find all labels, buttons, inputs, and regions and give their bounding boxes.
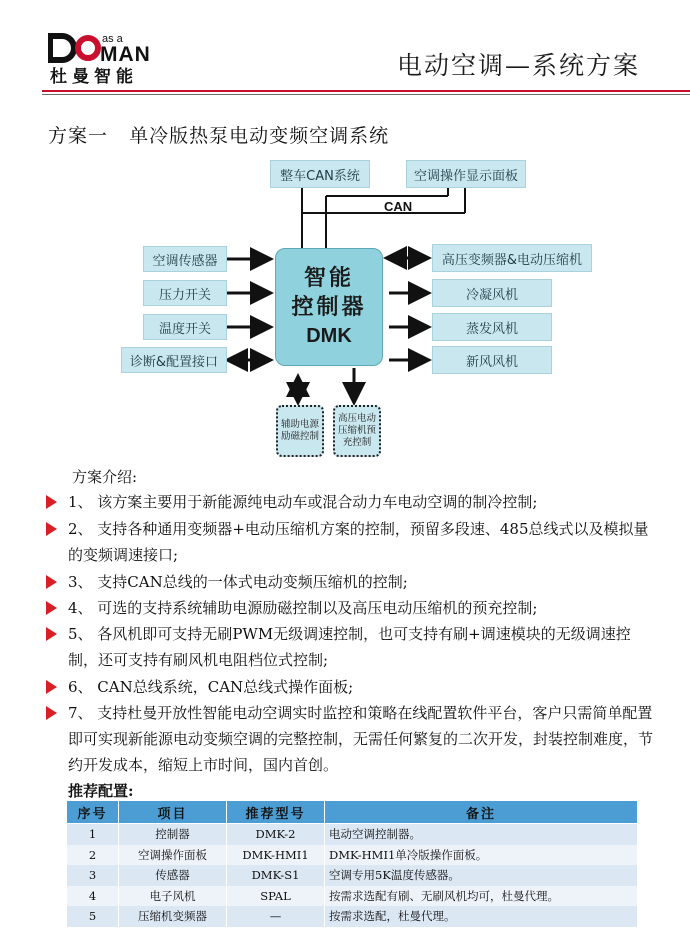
cell-note: 按需求选配有刷、无刷风机均可，杜曼代理。 bbox=[325, 886, 638, 907]
intro-item: 7、 支持杜曼开放性智能电动空调实时监控和策略在线配置软件平台，客户只需简单配置即可实现新能源电动变频空调的完整控制，无需任何繁复的二次开发，封装控制难度，节约开发成本，缩短上市时间，国内首创。 bbox=[68, 704, 654, 774]
cell-note: 空调专用5K温度传感器。 bbox=[325, 865, 638, 886]
cell-index: 3 bbox=[67, 865, 119, 886]
table-row bbox=[67, 824, 638, 845]
cell-index: 2 bbox=[67, 845, 119, 866]
bullet-icon bbox=[46, 680, 57, 694]
intro-item: 3、 支持CAN总线的一体式电动变频压缩机的控制; bbox=[68, 573, 408, 591]
box-evaporator-fan: 蒸发风机 bbox=[432, 313, 552, 341]
header-rule-gray bbox=[42, 94, 690, 95]
box-temperature-switch: 温度开关 bbox=[143, 314, 227, 340]
smart-controller-dmk bbox=[275, 248, 383, 366]
cell-index: 1 bbox=[67, 824, 119, 845]
cell-index: 5 bbox=[67, 906, 119, 927]
box-hv-compressor-precharge: 高压电动压缩机预充控制 bbox=[333, 405, 381, 457]
intro-item: 2、 支持各种通用变频器+电动压缩机方案的控制，预留多段速、485总线式以及模拟量的变频调速接口; bbox=[68, 520, 649, 564]
cell-model: SPAL bbox=[227, 886, 325, 907]
cell-item: 空调操作面板 bbox=[119, 845, 227, 866]
bullet-icon bbox=[46, 522, 57, 536]
bullet-icon bbox=[46, 627, 57, 641]
box-hv-inverter-compressor: 高压变频器&电动压缩机 bbox=[432, 244, 592, 272]
logo-small-text: as a bbox=[102, 33, 123, 45]
cell-item: 电子风机 bbox=[119, 886, 227, 907]
header-rule-red bbox=[42, 90, 690, 92]
box-diagnostic-interface: 诊断&配置接口 bbox=[121, 347, 227, 373]
recommend-heading: 推荐配置: bbox=[68, 782, 134, 800]
brand-name-cn: 杜曼智能 bbox=[50, 67, 138, 87]
table-row bbox=[67, 845, 638, 866]
box-vehicle-can: 整车CAN系统 bbox=[270, 160, 370, 188]
intro-item: 5、 各风机即可支持无刷PWM无级调速控制，也可支持有刷+调速模块的无级调速控制，还可支持有刷风机电阻档位式控制; bbox=[68, 625, 631, 669]
box-ac-panel: 空调操作显示面板 bbox=[406, 160, 526, 188]
controller-model: DMK bbox=[306, 325, 352, 347]
cell-note: DMK-HMI1单冷版操作面板。 bbox=[325, 845, 638, 866]
controller-line2: 控制器 bbox=[291, 295, 367, 320]
cell-note: 按需求选配，杜曼代理。 bbox=[325, 906, 638, 927]
cell-note: 电动空调控制器。 bbox=[325, 824, 638, 845]
bullet-icon bbox=[46, 575, 57, 589]
col-header-note: 备注 bbox=[325, 801, 638, 824]
box-aux-power-excitation: 辅助电源励磁控制 bbox=[276, 405, 324, 457]
page-title: 电动空调—系统方案 bbox=[396, 51, 640, 80]
doman-logo bbox=[48, 30, 170, 66]
bullet-icon bbox=[46, 495, 57, 509]
cell-model: DMK-HMI1 bbox=[227, 845, 325, 866]
cell-item: 传感器 bbox=[119, 865, 227, 886]
cell-model: DMK-2 bbox=[227, 824, 325, 845]
can-label: CAN bbox=[384, 199, 413, 214]
col-header-item: 项目 bbox=[119, 801, 227, 824]
box-ac-sensor: 空调传感器 bbox=[143, 246, 227, 272]
intro-item: 6、 CAN总线系统，CAN总线式操作面板; bbox=[68, 678, 354, 696]
intro-item: 1、 该方案主要用于新能源纯电动车或混合动力车电动空调的制冷控制; bbox=[68, 493, 538, 511]
cell-item: 控制器 bbox=[119, 824, 227, 845]
box-pressure-switch: 压力开关 bbox=[143, 280, 227, 306]
intro-item: 4、 可选的支持系统辅助电源励磁控制以及高压电动压缩机的预充控制; bbox=[68, 599, 538, 617]
svg-text:MAN: MAN bbox=[100, 43, 151, 66]
bullet-icon bbox=[46, 706, 57, 720]
recommend-table bbox=[66, 800, 638, 927]
cell-model: — bbox=[227, 906, 325, 927]
box-fresh-air-fan: 新风风机 bbox=[432, 346, 552, 374]
col-header-model: 推荐型号 bbox=[227, 801, 325, 824]
table-row bbox=[67, 886, 638, 907]
cell-item: 压缩机变频器 bbox=[119, 906, 227, 927]
bullet-icon bbox=[46, 601, 57, 615]
intro-heading: 方案介绍: bbox=[72, 468, 138, 486]
table-header-row bbox=[67, 801, 638, 824]
table-row bbox=[67, 865, 638, 886]
table-row bbox=[67, 906, 638, 927]
cell-index: 4 bbox=[67, 886, 119, 907]
col-header-index: 序号 bbox=[67, 801, 119, 824]
box-condenser-fan: 冷凝风机 bbox=[432, 279, 552, 307]
section-title: 方案一 单冷版热泵电动变频空调系统 bbox=[48, 125, 390, 147]
cell-model: DMK-S1 bbox=[227, 865, 325, 886]
controller-line1: 智能 bbox=[303, 266, 354, 291]
